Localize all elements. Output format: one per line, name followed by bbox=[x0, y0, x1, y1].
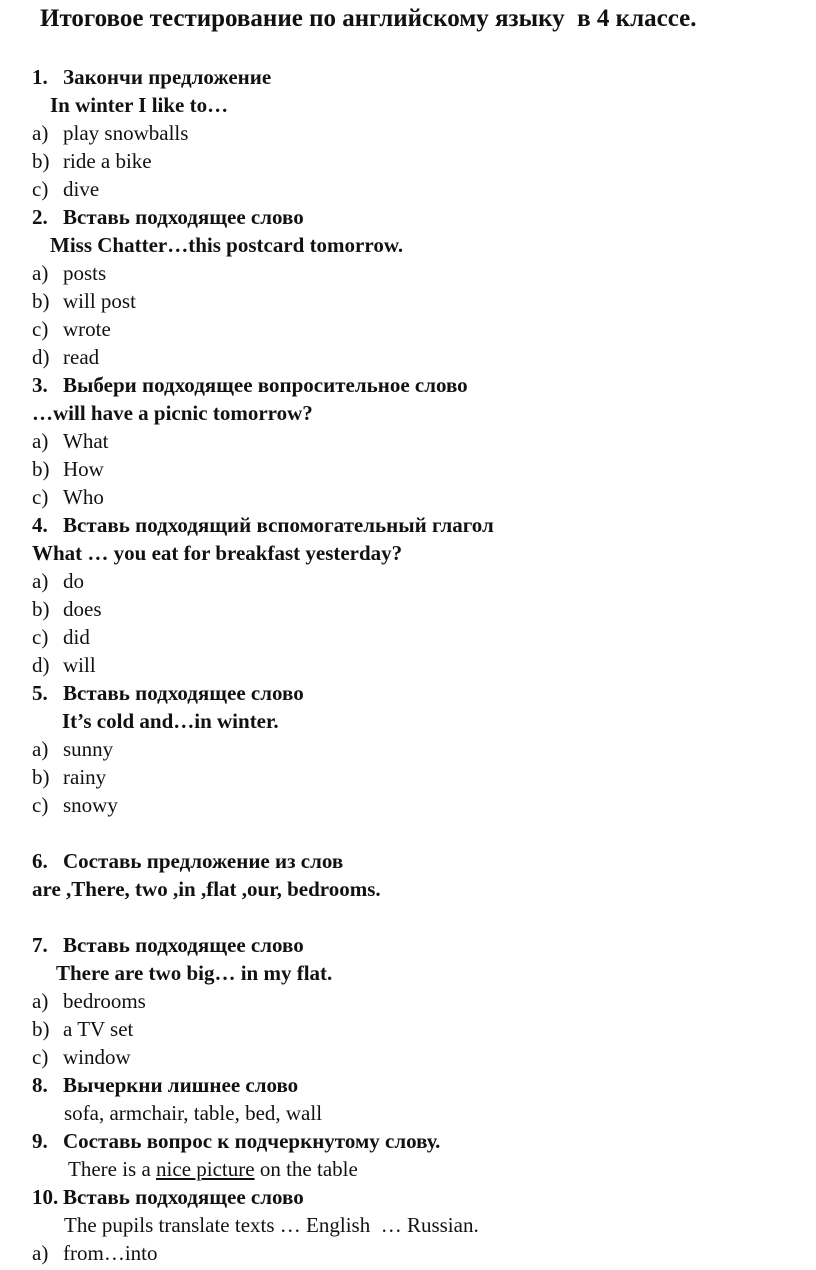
option-2b: b) will post bbox=[32, 289, 136, 313]
option-5c: c) snowy bbox=[32, 793, 118, 817]
option-10a: a) from…into bbox=[32, 1241, 158, 1265]
question-1-prompt: In winter I like to… bbox=[50, 93, 229, 117]
question-5-prompt: It’s cold and…in winter. bbox=[62, 709, 279, 733]
question-8-prompt: sofa, armchair, table, bed, wall bbox=[64, 1101, 323, 1125]
question-9-prompt: There is a nice picture on the table bbox=[68, 1157, 358, 1181]
option-2a: a) posts bbox=[32, 261, 107, 285]
page-title: Итоговое тестирование по английскому языку в 4 классе. bbox=[40, 5, 697, 32]
question-3-prompt: …will have a picnic tomorrow? bbox=[32, 401, 313, 425]
option-5b: b) rainy bbox=[32, 765, 107, 789]
question-2-prompt: Miss Chatter…this postcard tomorrow. bbox=[50, 233, 404, 257]
option-7c: c) window bbox=[32, 1045, 131, 1069]
question-3-task: 3. Выбери подходящее вопросительное слово bbox=[32, 373, 468, 397]
option-5a: a) sunny bbox=[32, 737, 114, 761]
option-2c: c) wrote bbox=[32, 317, 111, 341]
option-1b: b) ride a bike bbox=[32, 149, 152, 173]
question-5-task: 5. Вставь подходящее слово bbox=[32, 681, 304, 705]
option-1c: c) dive bbox=[32, 177, 100, 201]
question-9-task: 9. Составь вопрос к подчеркнутому слову. bbox=[32, 1129, 441, 1153]
option-4b: b) does bbox=[32, 597, 102, 621]
option-2d: d) read bbox=[32, 345, 100, 369]
option-1a: a) play snowballs bbox=[32, 121, 189, 145]
question-7-prompt: There are two big… in my flat. bbox=[56, 961, 333, 985]
option-4a: a) do bbox=[32, 569, 84, 593]
option-4d: d) will bbox=[32, 653, 96, 677]
question-6-task: 6. Составь предложение из слов bbox=[32, 849, 344, 873]
question-4-task: 4. Вставь подходящий вспомогательный глагол bbox=[32, 513, 494, 537]
question-10-task: 10. Вставь подходящее слово bbox=[32, 1185, 304, 1209]
option-3b: b) How bbox=[32, 457, 104, 481]
question-6-prompt: are ,There, two ,in ,flat ,our, bedrooms. bbox=[32, 877, 381, 901]
question-7-task: 7. Вставь подходящее слово bbox=[32, 933, 304, 957]
question-8-task: 8. Вычеркни лишнее слово bbox=[32, 1073, 299, 1097]
option-3c: c) Who bbox=[32, 485, 104, 509]
underlined-phrase: nice picture bbox=[156, 1157, 255, 1181]
question-2-task: 2. Вставь подходящее слово bbox=[32, 205, 304, 229]
option-3a: a) What bbox=[32, 429, 109, 453]
option-7a: a) bedrooms bbox=[32, 989, 146, 1013]
option-7b: b) a TV set bbox=[32, 1017, 134, 1041]
option-4c: c) did bbox=[32, 625, 90, 649]
question-1-task: 1. Закончи предложение bbox=[32, 65, 272, 89]
question-4-prompt: What … you eat for breakfast yesterday? bbox=[32, 541, 403, 565]
question-10-prompt: The pupils translate texts … English … Russian. bbox=[64, 1213, 479, 1237]
